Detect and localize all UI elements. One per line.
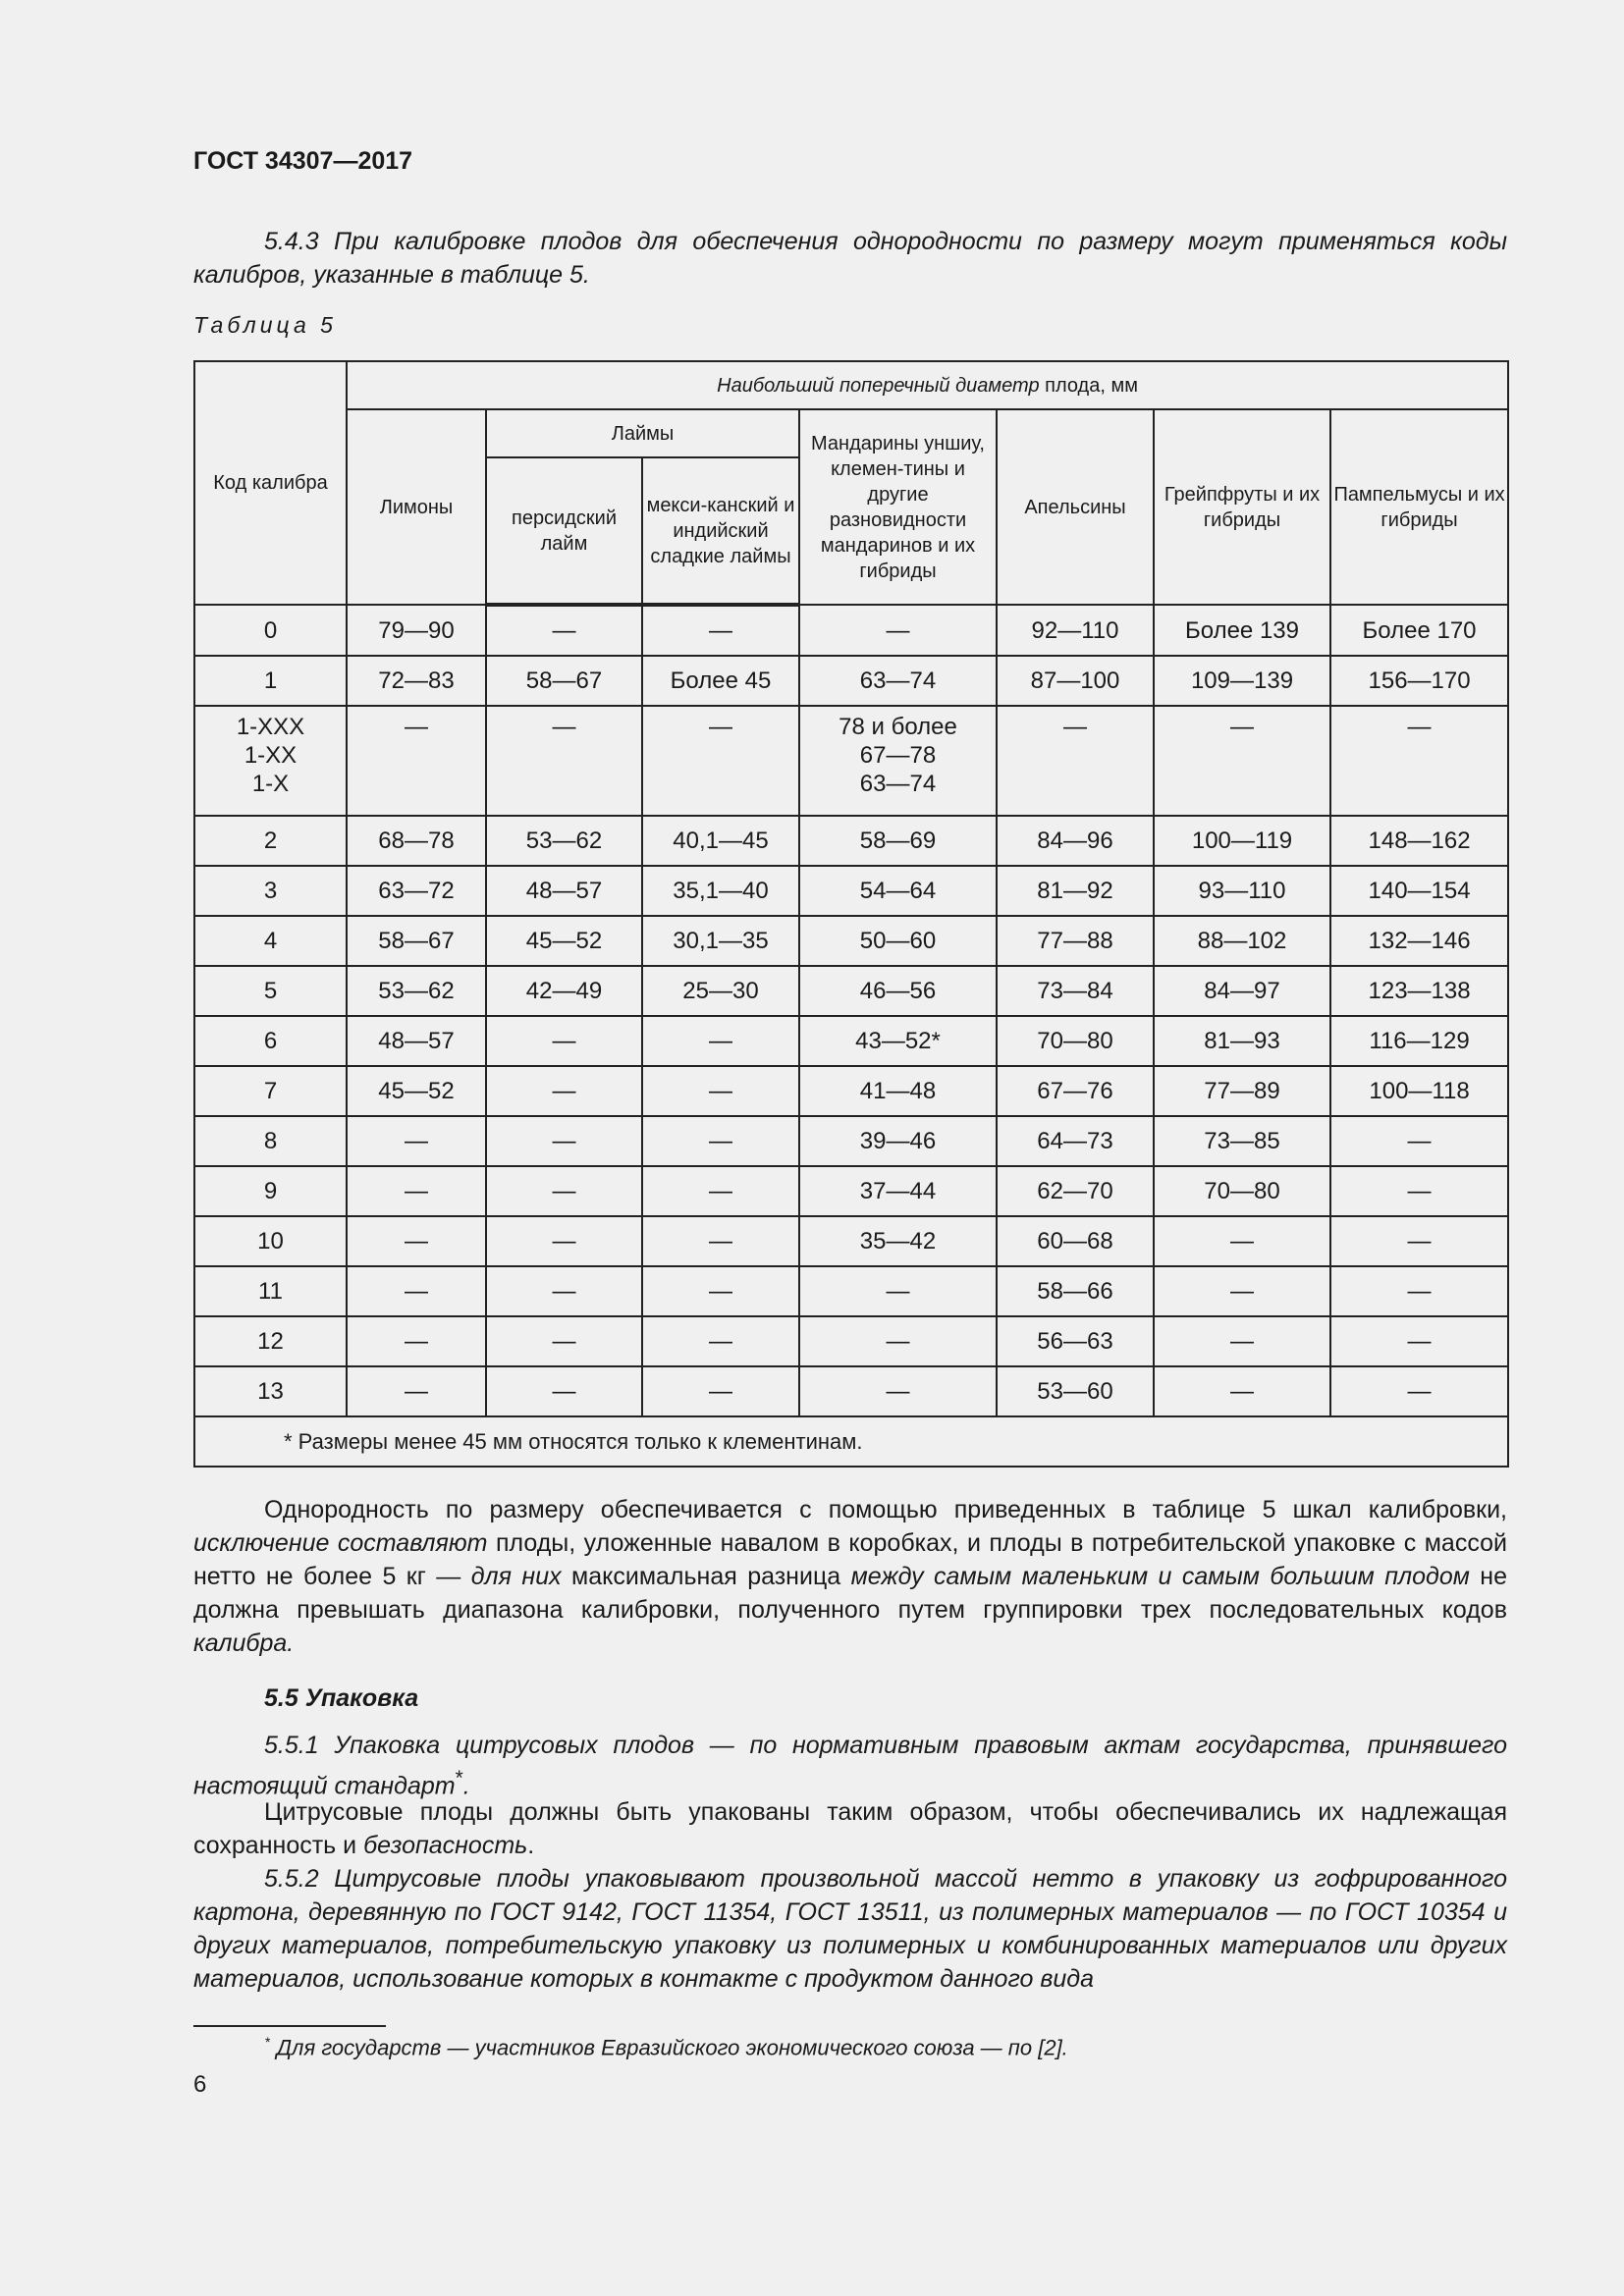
cell-code: 8 <box>194 1116 347 1166</box>
table-cell: 73—84 <box>997 966 1154 1016</box>
table-cell: — <box>486 605 642 656</box>
table-cell: — <box>1154 1216 1330 1266</box>
table-row <box>194 966 1508 1016</box>
table-cell: — <box>1154 1366 1330 1416</box>
table-cell: — <box>486 1316 642 1366</box>
table-cell: — <box>642 1066 799 1116</box>
table-cell: — <box>347 1166 486 1216</box>
table-row <box>194 1316 1508 1366</box>
cell-code: 10 <box>194 1216 347 1266</box>
table-cell: 58—69 <box>799 816 997 866</box>
table-cell: 25—30 <box>642 966 799 1016</box>
table-cell: 53—62 <box>347 966 486 1016</box>
table-cell: 42—49 <box>486 966 642 1016</box>
text-segment: максимальная разница <box>561 1563 851 1590</box>
table-cell: 45—52 <box>347 1066 486 1116</box>
page-number: 6 <box>193 2071 207 2098</box>
table-row <box>194 1266 1508 1316</box>
paragraph-5-4-3 <box>193 225 1507 292</box>
table-cell: 93—110 <box>1154 866 1330 916</box>
table-cell: — <box>486 1066 642 1116</box>
cell-code: 3 <box>194 866 347 916</box>
table-cell: 62—70 <box>997 1166 1154 1216</box>
table-note: * Размеры менее 45 мм относятся только к клементинам. <box>194 1416 1508 1467</box>
table-cell: — <box>486 1266 642 1316</box>
table-cell: 84—97 <box>1154 966 1330 1016</box>
table-cell: — <box>642 605 799 656</box>
col-header-grapefruits: Грейпфруты и их гибриды <box>1154 409 1330 605</box>
footnote-mark: * <box>265 2034 271 2050</box>
table-cell: 73—85 <box>1154 1116 1330 1166</box>
table-cell: 54—64 <box>799 866 997 916</box>
table-cell: 109—139 <box>1154 656 1330 706</box>
text-segment: 5.5 Упаковка <box>264 1684 419 1712</box>
text-segment: 5.4.3 При калибровке плодов для обеспечения однородности по размеру могут применяться коды калибров, указанные в таблице 5. <box>193 228 1507 289</box>
text-segment: между самым маленьким и самым большим плодом <box>850 1563 1470 1590</box>
text-segment: исключение составляют <box>193 1529 488 1557</box>
table-cell: — <box>486 1016 642 1066</box>
text-segment: Цитрусовые плоды должны быть упакованы таким образом, чтобы обеспечивались их надлежащая сохранность и <box>193 1798 1507 1859</box>
table-cell: 100—118 <box>1330 1066 1508 1116</box>
paragraph-5-5-2 <box>193 1862 1507 1996</box>
table-cell: 40,1—45 <box>642 816 799 866</box>
table-cell: — <box>642 1366 799 1416</box>
table-row <box>194 656 1508 706</box>
text-segment: калибра. <box>193 1629 295 1657</box>
table-cell: — <box>347 1266 486 1316</box>
table-cell: 43—52* <box>799 1016 997 1066</box>
text-segment: . <box>462 1772 470 1800</box>
table-cell: — <box>997 706 1154 816</box>
table-cell: — <box>642 1016 799 1066</box>
col-header-oranges: Апельсины <box>997 409 1154 605</box>
paragraph-5-5-1-b <box>193 1795 1507 1862</box>
table-cell: 60—68 <box>997 1216 1154 1266</box>
table-cell: 58—66 <box>997 1266 1154 1316</box>
table-cell: — <box>1154 706 1330 816</box>
table-row <box>194 605 1508 656</box>
table-cell: — <box>642 1116 799 1166</box>
table-cell: 77—89 <box>1154 1066 1330 1116</box>
cell-code: 12 <box>194 1316 347 1366</box>
table-cell: Более 139 <box>1154 605 1330 656</box>
table-cell: — <box>1330 706 1508 816</box>
cell-code: 1-XXX 1-XX 1-X <box>194 706 347 816</box>
table-cell: — <box>642 1266 799 1316</box>
table-cell: — <box>486 1366 642 1416</box>
table-cell: — <box>486 1216 642 1266</box>
cell-code: 2 <box>194 816 347 866</box>
table-cell: 30,1—35 <box>642 916 799 966</box>
table-cell: 140—154 <box>1330 866 1508 916</box>
table-row <box>194 816 1508 866</box>
table-cell: Более 170 <box>1330 605 1508 656</box>
text-segment: * <box>455 1767 463 1789</box>
table-cell: 79—90 <box>347 605 486 656</box>
table-cell: — <box>799 605 997 656</box>
col-header-code: Код калибра <box>194 361 347 605</box>
text-segment: Однородность по размеру обеспечивается с помощью приведенных в таблице 5 шкал калибровки, <box>264 1496 1507 1523</box>
table-cell: — <box>1154 1316 1330 1366</box>
table-cell: 70—80 <box>1154 1166 1330 1216</box>
table-cell: — <box>347 1116 486 1166</box>
table-cell: — <box>642 1316 799 1366</box>
table-cell: 58—67 <box>347 916 486 966</box>
text-segment: для них <box>470 1563 562 1590</box>
document-header: ГОСТ 34307—2017 <box>193 147 413 175</box>
col-header-lemons: Лимоны <box>347 409 486 605</box>
table-cell: 35,1—40 <box>642 866 799 916</box>
table-cell: — <box>1154 1266 1330 1316</box>
table-cell: 70—80 <box>997 1016 1154 1066</box>
text-segment: 5.5.1 Упаковка цитрусовых плодов — по нормативным правовым актам государства, принявшего настоящий стандарт <box>193 1732 1507 1800</box>
table-row <box>194 1116 1508 1166</box>
table-cell: — <box>486 1166 642 1216</box>
footnote-text: Для государств — участников Евразийского экономического союза — по [2]. <box>270 2035 1068 2060</box>
table-cell: — <box>486 1116 642 1166</box>
table-cell: 100—119 <box>1154 816 1330 866</box>
table-caption: Таблица 5 <box>193 312 337 338</box>
table-cell: 77—88 <box>997 916 1154 966</box>
text-segment: безопасность <box>363 1832 528 1859</box>
table-cell: — <box>1330 1216 1508 1266</box>
col-header-pomelos: Пампельмусы и их гибриды <box>1330 409 1508 605</box>
table-cell: 37—44 <box>799 1166 997 1216</box>
table-cell: 116—129 <box>1330 1016 1508 1066</box>
table-row <box>194 1166 1508 1216</box>
table-cell: 50—60 <box>799 916 997 966</box>
table-cell: 67—76 <box>997 1066 1154 1116</box>
table-cell: 81—92 <box>997 866 1154 916</box>
table-cell: — <box>642 1166 799 1216</box>
table-cell: 72—83 <box>347 656 486 706</box>
cell-code: 7 <box>194 1066 347 1116</box>
footnote-rule <box>193 2025 386 2027</box>
table-cell: — <box>799 1266 997 1316</box>
table-row <box>194 1066 1508 1116</box>
cell-code: 4 <box>194 916 347 966</box>
table-cell: 132—146 <box>1330 916 1508 966</box>
table-cell: — <box>1330 1366 1508 1416</box>
table-cell: 48—57 <box>347 1016 486 1066</box>
table-cell: 45—52 <box>486 916 642 966</box>
table-cell: — <box>347 1216 486 1266</box>
table-cell: — <box>799 1316 997 1366</box>
table-cell: — <box>799 1366 997 1416</box>
table-cell: 63—74 <box>799 656 997 706</box>
table-cell: — <box>347 1366 486 1416</box>
cell-code: 11 <box>194 1266 347 1316</box>
table-cell: — <box>1330 1116 1508 1166</box>
table-cell: — <box>642 1216 799 1266</box>
table-cell: — <box>486 706 642 816</box>
section-heading-5-5 <box>193 1682 1507 1715</box>
table-cell: — <box>347 706 486 816</box>
table-cell: 53—62 <box>486 816 642 866</box>
table-cell: 156—170 <box>1330 656 1508 706</box>
text-segment: не должна превышать диапазона калибровки, полученного путем группировки трех последовательных кодов <box>193 1563 1508 1624</box>
table-cell: 39—46 <box>799 1116 997 1166</box>
table-cell: 84—96 <box>997 816 1154 866</box>
text-segment: 5.5.2 Цитрусовые плоды упаковывают произвольной массой нетто в упаковку из гофрированного картона, деревянную по ГОСТ 9142, ГОСТ 11354, ГОСТ 13511, из полимерных материалов — по ГОСТ 10354 и других материалов, потребительскую упаковку из полимерных и комбинированных материалов или других материалов, использование которых в контакте с продуктом данного вида <box>193 1865 1507 1993</box>
table-cell: — <box>347 1316 486 1366</box>
cell-code: 6 <box>194 1016 347 1066</box>
table-cell: 92—110 <box>997 605 1154 656</box>
paragraph-uniformity <box>193 1493 1507 1660</box>
table-row <box>194 1016 1508 1066</box>
table-cell: — <box>642 706 799 816</box>
table-row <box>194 916 1508 966</box>
cell-code: 13 <box>194 1366 347 1416</box>
group-header <box>347 361 1508 409</box>
table-cell: 63—72 <box>347 866 486 916</box>
col-group-limes: Лаймы <box>486 409 799 457</box>
calibre-table <box>193 360 1509 1468</box>
table-row <box>194 866 1508 916</box>
table-cell: Более 45 <box>642 656 799 706</box>
table-cell: 48—57 <box>486 866 642 916</box>
cell-code: 9 <box>194 1166 347 1216</box>
table-cell: 41—48 <box>799 1066 997 1116</box>
table-row <box>194 1366 1508 1416</box>
table-cell: — <box>1330 1166 1508 1216</box>
cell-code: 0 <box>194 605 347 656</box>
footnote <box>265 2034 1068 2060</box>
table-cell: 35—42 <box>799 1216 997 1266</box>
paragraph-5-5-1 <box>193 1729 1507 1802</box>
table-cell: 58—67 <box>486 656 642 706</box>
group-header-rest: плода, мм <box>1039 374 1138 397</box>
table-cell: 81—93 <box>1154 1016 1330 1066</box>
col-header-mexican-lime: мекси-канский и индийский сладкие лаймы <box>642 457 799 605</box>
table-cell: 56—63 <box>997 1316 1154 1366</box>
table-cell: 87—100 <box>997 656 1154 706</box>
table-cell: 123—138 <box>1330 966 1508 1016</box>
table-cell: 78 и более 67—78 63—74 <box>799 706 997 816</box>
text-segment: плоды, уложенные навалом в коробках, и плоды в потребительской упаковке с массой нетто не более 5 кг — <box>193 1529 1507 1590</box>
cell-code: 5 <box>194 966 347 1016</box>
cell-code: 1 <box>194 656 347 706</box>
group-header-italic: Наибольший поперечный диаметр <box>717 374 1040 397</box>
text-segment: . <box>527 1832 535 1859</box>
table-cell: 53—60 <box>997 1366 1154 1416</box>
table-cell: 148—162 <box>1330 816 1508 866</box>
col-header-persian-lime: персидский лайм <box>486 457 642 605</box>
table-cell: — <box>1330 1266 1508 1316</box>
table-row <box>194 706 1508 816</box>
table-cell: 68—78 <box>347 816 486 866</box>
table-cell: 88—102 <box>1154 916 1330 966</box>
table-cell: 64—73 <box>997 1116 1154 1166</box>
table-cell: — <box>1330 1316 1508 1366</box>
col-header-mandarins: Мандарины уншиу, клемен-тины и другие разновидности мандаринов и их гибриды <box>799 409 997 605</box>
table-cell: 46—56 <box>799 966 997 1016</box>
table-row <box>194 1216 1508 1266</box>
